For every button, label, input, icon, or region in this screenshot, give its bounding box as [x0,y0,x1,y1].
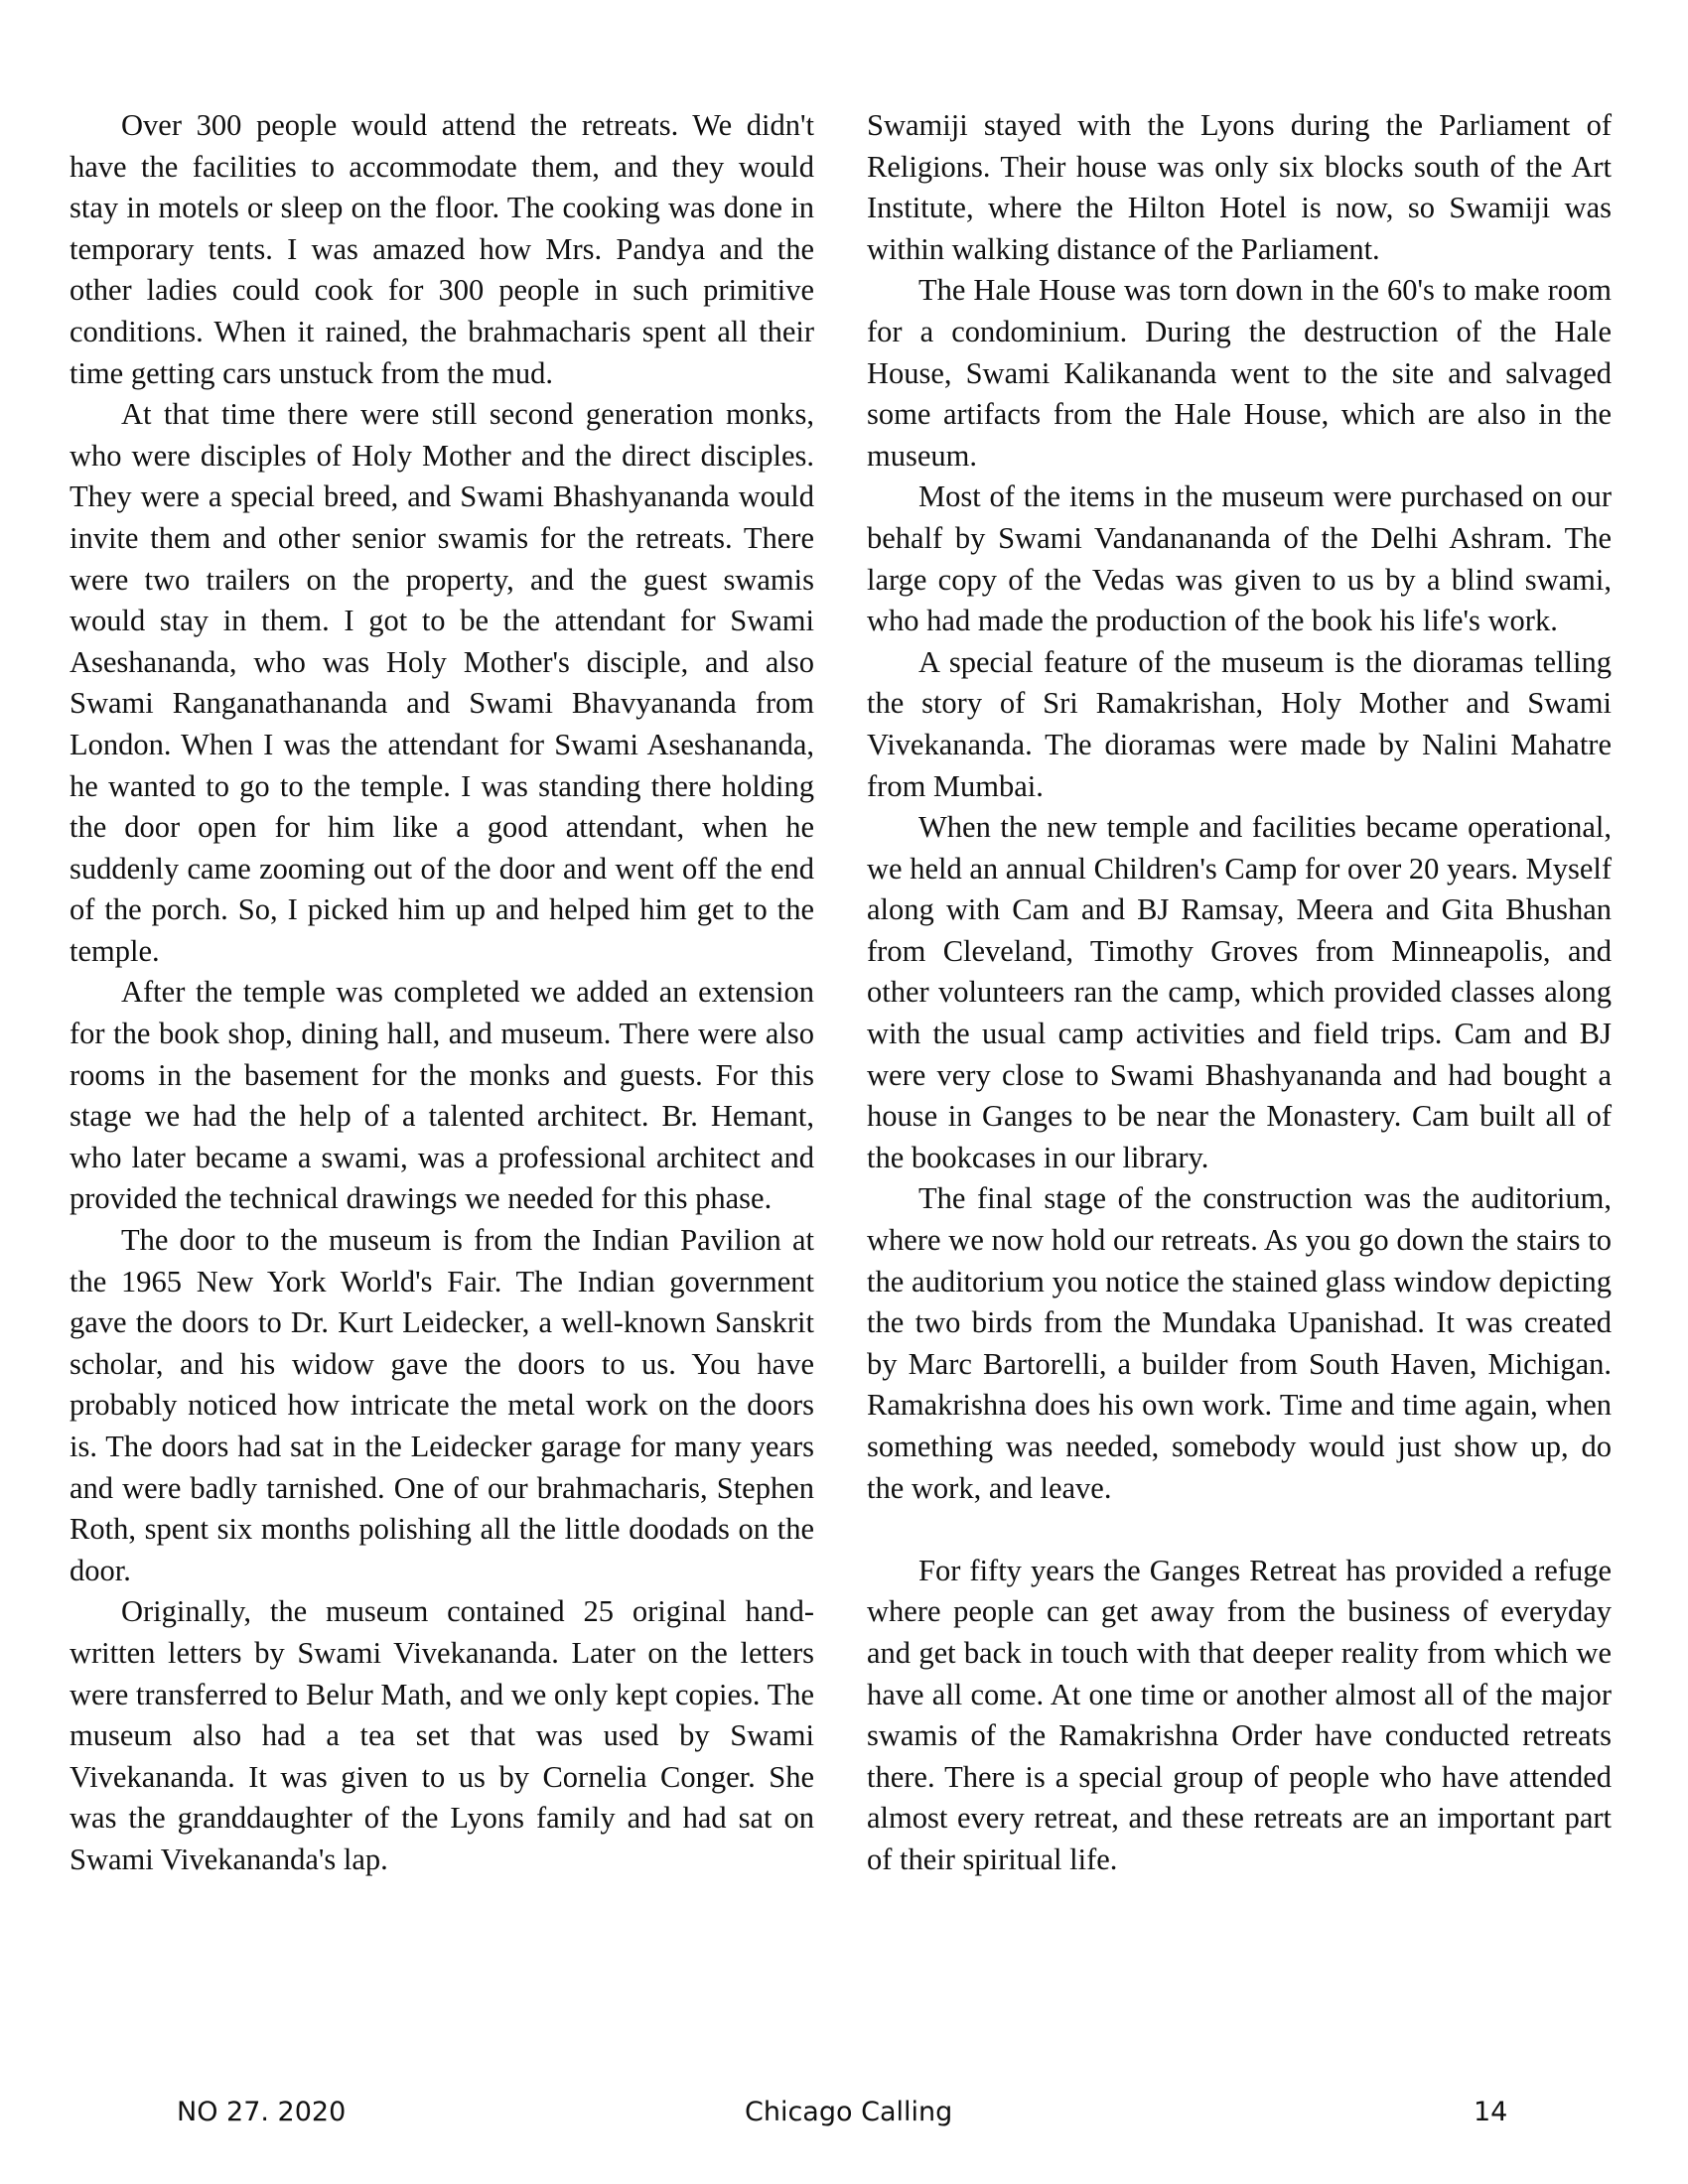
paragraph: Swamiji stayed with the Lyons during the Parliament of Religions. Their house was only six blocks south of the Art Institute, where the Hilton Hotel is now, so Swamiji was within walking distance of the Parliament. [867,108,1612,266]
page-footer [0,2097,1688,2136]
paragraph: Over 300 people would attend the retreats. We didn't have the facilities to accommodate them, and they would stay in motels or sleep on the floor. The cooking was done in temporary tents. I was amazed how Mrs. Pandya and the other ladies could cook for 300 people in such primitive conditions. When it rained, the brahmacharis spent all their time getting cars unstuck from the mud. [70,108,814,390]
paragraph: The door to the museum is from the Indian Pavilion at the 1965 New York World's Fair. The Indian government gave the doors to Dr. Kurt Leidecker, a well-known Sanskrit scholar, and his widow gave the doors to us. You have probably noticed how intricate the metal work on the doors is. The doors had sat in the Leidecker garage for many years and were badly tarnished. One of our brahmacharis, Stephen Roth, spent six months polishing all the little doodads on the door. [70,1223,814,1587]
paragraph: Most of the items in the museum were purchased on our behalf by Swami Vandanananda of the Delhi Ashram. The large copy of the Vedas was given to us by a blind swami, who had made the production of the book his life's work. [867,479,1612,638]
page-number: 14 [1474,2097,1508,2127]
paragraph: At that time there were still second generation monks, who were disciples of Holy Mother and the direct disciples. They were a special breed, and Swami Bhashyananda would invite them and other senior swamis for the retreats. There were two trailers on the property, and the guest swamis would stay in them. I got to be the attendant for Swami Aseshananda, who was Holy Mother's disciple, and also Swami Ranganathananda and Swami Bhavyananda from London. When I was the attendant for Swami Aseshananda, he wanted to go to the temple. I was standing there holding the door open for him like a good attendant, when he suddenly came zooming out of the door and went off the end of the porch. So, I picked him up and helped him get to the temple. [70,397,814,968]
paragraph: For fifty years the Ganges Retreat has provided a refuge where people can get away from the business of everyday and get back in touch with that deeper reality from which we have all come. At one time or another almost all of the major swamis of the Ramakrishna Order have conducted retreats there. There is a special group of people who have attended almost every retreat, and these retreats are an important part of their spiritual life. [867,1553,1612,1876]
paragraph: The final stage of the construction was the auditorium, where we now hold our retreats. As you go down the stairs to the auditorium you notice the stained glass window depicting the two birds from the Mundaka Upanishad. It was created by Marc Bartorelli, a builder from South Haven, Michigan. Ramakrishna does his own work. Time and time again, when something was needed, somebody would just show up, do the work, and leave. [867,1181,1612,1505]
paragraph: The Hale House was torn down in the 60's to make room for a condominium. During the destruction of the Hale House, Swami Kalikananda went to the site and salvaged some artifacts from the Hale House, which are also in the museum. [867,273,1612,473]
issue-number: NO 27. 2020 [177,2097,347,2127]
publication-title: Chicago Calling [745,2097,953,2127]
paragraph: When the new temple and facilities became operational, we held an annual Children's Camp for over 20 years. Myself along with Cam and BJ Ramsay, Meera and Gita Bhushan from Cleveland, Timothy Groves from Minneapolis, and other volunteers ran the camp, which provided classes along with the usual camp activities and field trips. Cam and BJ were very close to Swami Bhashyananda and had bought a house in Ganges to be near the Monastery. Cam built all of the bookcases in our library. [867,810,1613,1174]
paragraph: After the temple was completed we added an extension for the book shop, dining hall, and museum. There were also rooms in the basement for the monks and guests. For this stage we had the help of a talented architect. Br. Hemant, who later became a swami, was a professional architect and provided the technical drawings we needed for this phase. [70,975,814,1216]
right-column [867,105,1612,1881]
left-column [70,105,814,1881]
paragraph: A special feature of the museum is the dioramas telling the story of Sri Ramakrishan, Holy Mother and Swami Vivekananda. The dioramas were made by Nalini Mahatre from Mumbai. [867,644,1612,803]
paragraph: Originally, the museum contained 25 original hand-written letters by Swami Vivekananda. Later on the letters were transferred to Belur Math, and we only kept copies. The museum also had a tea set that was used by Swami Vivekananda. It was given to us by Cornelia Conger. She was the granddaughter of the Lyons family and had sat on Swami Vivekananda's lap. [70,1594,814,1876]
